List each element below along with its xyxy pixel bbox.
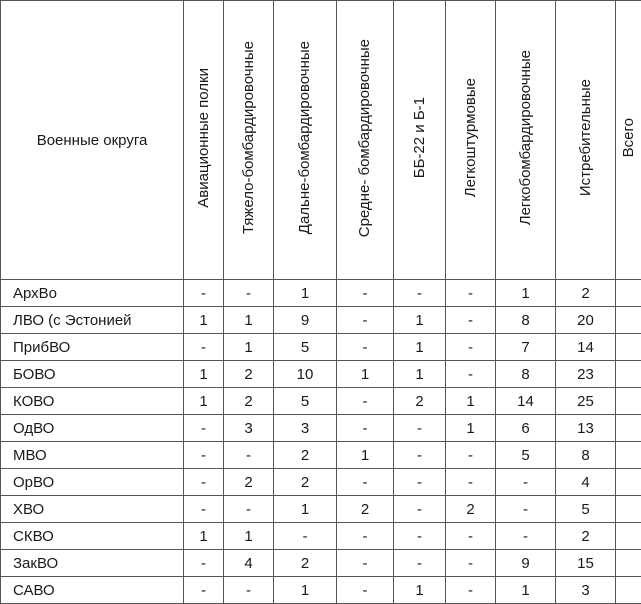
table-cell: 9 [496,550,556,577]
table-cell: 10 [274,361,337,388]
table-cell: 4 [224,550,274,577]
column-header [496,1,556,280]
column-header [616,1,641,280]
table-cell: 1 [446,388,496,415]
district-name: ЗакВО [1,550,184,577]
column-header-label: Легкобомбардировочные [516,50,534,226]
table-cell: 1 [274,280,337,307]
table-cell: - [337,577,394,604]
table-cell: 1 [224,334,274,361]
table-cell: 8 [556,442,616,469]
table-cell: 1 [184,307,224,334]
table-cell: - [394,442,446,469]
table-cell: 9 [274,307,337,334]
table-cell: 1 [184,388,224,415]
column-header-label: ББ-22 и Б-1 [410,97,428,179]
table-cell: 8 [496,307,556,334]
table-cell: - [184,415,224,442]
table-cell: - [224,496,274,523]
table-cell: - [446,577,496,604]
district-name: МВО [1,442,184,469]
table-cell: - [394,523,446,550]
table-cell: - [337,523,394,550]
table-cell: 2 [224,361,274,388]
table-cell: - [184,334,224,361]
table-cell: - [496,469,556,496]
table-cell: 2 [446,496,496,523]
table-cell: 3 [556,577,616,604]
district-name: КОВО [1,388,184,415]
district-name: БОВО [1,361,184,388]
column-header [184,1,224,280]
table-cell: 5 [274,388,337,415]
table-cell: 8 [496,361,556,388]
table-cell: - [394,415,446,442]
table-cell: 2 [224,469,274,496]
table-cell: - [224,280,274,307]
table-cell: - [184,280,224,307]
table-cell: 1 [274,496,337,523]
table-cell: - [274,523,337,550]
district-name: САВО [1,577,184,604]
table-cell: 2 [224,388,274,415]
table-cell: - [446,550,496,577]
table-cell: 2 [274,469,337,496]
table-cell: 20 [556,307,616,334]
table-cell [616,334,641,361]
district-name: СКВО [1,523,184,550]
table-cell: 14 [556,334,616,361]
table-cell: - [337,550,394,577]
table-cell: - [184,469,224,496]
table-cell: 5 [556,496,616,523]
column-header-label: Дальне-бомбардировочные [296,41,313,235]
table-cell [616,361,641,388]
table-cell: 5 [274,334,337,361]
table-cell: 2 [394,388,446,415]
column-header-label: Истребительные [576,79,594,197]
table-cell: - [446,361,496,388]
table-cell: - [394,550,446,577]
table-cell: 1 [337,361,394,388]
table-cell: 2 [274,442,337,469]
table-cell: 13 [556,415,616,442]
table-cell: 25 [556,388,616,415]
table-cell: 2 [337,496,394,523]
table-row [1,496,641,523]
corner-label: Военные округа [36,131,148,149]
table-cell: 1 [184,361,224,388]
table-body [1,280,641,604]
table-cell: - [184,442,224,469]
table-cell: - [224,577,274,604]
table-row [1,523,641,550]
table-cell [616,469,641,496]
table-row [1,334,641,361]
table-cell: - [337,469,394,496]
table-cell: - [337,415,394,442]
district-name: ПрибВО [1,334,184,361]
column-header-label: Авиационные полки [194,68,212,208]
table-cell: - [394,469,446,496]
table-cell: 14 [496,388,556,415]
table-cell: - [496,523,556,550]
table-cell: 1 [496,577,556,604]
military-districts-header [1,1,184,280]
column-header [224,1,274,280]
table-cell: - [184,496,224,523]
table-row [1,307,641,334]
table-cell: - [337,280,394,307]
table-cell: - [446,280,496,307]
table-cell: 1 [224,307,274,334]
table-row [1,388,641,415]
table-cell: - [446,523,496,550]
table-row [1,361,641,388]
table-cell: 1 [274,577,337,604]
table-cell [616,442,641,469]
table-cell: 2 [556,523,616,550]
table-cell: - [184,550,224,577]
table-cell: 1 [394,577,446,604]
table-cell: - [337,388,394,415]
column-header [556,1,616,280]
table-cell: 1 [394,334,446,361]
table-cell: 1 [337,442,394,469]
district-name: ОдВО [1,415,184,442]
table-row [1,550,641,577]
table-cell [616,550,641,577]
table-cell: 2 [556,280,616,307]
table-cell: 5 [496,442,556,469]
table-cell [616,496,641,523]
table-cell: - [224,442,274,469]
district-name: ХВО [1,496,184,523]
table-cell: - [337,334,394,361]
column-header-label: Тяжело-бомбардировочные [239,41,257,235]
table-cell: 23 [556,361,616,388]
table-cell: 3 [224,415,274,442]
table-cell: - [446,469,496,496]
table-cell: - [394,496,446,523]
table-cell: - [446,334,496,361]
table-row [1,577,641,604]
column-header-label: Легкоштурмовые [461,78,479,198]
table-cell [616,388,641,415]
district-name: ЛВО (с Эстонией [1,307,184,334]
table-row [1,280,641,307]
table-cell: 1 [446,415,496,442]
column-header [394,1,446,280]
table-cell: 15 [556,550,616,577]
table-row [1,469,641,496]
table-cell: - [394,280,446,307]
column-header [446,1,496,280]
table-header-row [1,1,641,280]
table-cell: 4 [556,469,616,496]
table-row [1,442,641,469]
table-cell [616,523,641,550]
table-cell: 1 [184,523,224,550]
district-name: АрхВо [1,280,184,307]
table-cell: - [446,307,496,334]
column-header-label: Средне- бомбардировочные [356,38,373,238]
table-cell: - [446,442,496,469]
table-cell [616,307,641,334]
table-cell [616,280,641,307]
table-cell: - [337,307,394,334]
column-header [274,1,337,280]
table-cell: 1 [496,280,556,307]
table-cell: 1 [224,523,274,550]
column-header-label: Всего [619,118,637,158]
table-cell: - [496,496,556,523]
table-cell: 1 [394,361,446,388]
table-cell [616,577,641,604]
district-name: ОрВО [1,469,184,496]
column-header [337,1,394,280]
table-cell: 2 [274,550,337,577]
table-cell: - [184,577,224,604]
table-cell: 1 [394,307,446,334]
table-cell [616,415,641,442]
table-cell: 7 [496,334,556,361]
table-cell: 3 [274,415,337,442]
table-row [1,415,641,442]
table-cell: 6 [496,415,556,442]
